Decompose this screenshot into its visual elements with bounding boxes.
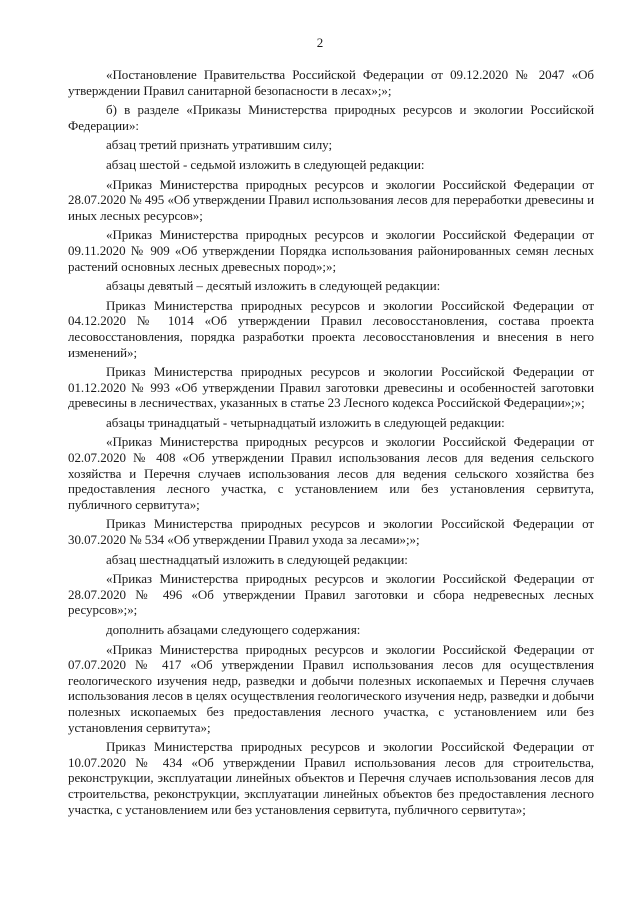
paragraph-9: Приказ Министерства природных ресурсов и экологии Российской Федерации от 01.12.2020 № 993 «Об утверждении Правил заготовки древесины и особенностей заготовки древесины в лесничествах, указанных в статье 23 Лесного кодекса Российской Федерации»;»; xyxy=(68,364,594,411)
page-number: 2 xyxy=(316,35,324,50)
paragraph-12: Приказ Министерства природных ресурсов и экологии Российской Федерации от 30.07.2020 № 534 «Об утверждении Правил ухода за лесами»;»; xyxy=(68,516,594,548)
paragraph-5: «Приказ Министерства природных ресурсов и экологии Российской Федерации от 28.07.2020 № 495 «Об утверждении Правил использования лесов для переработки древесины и иных лесных ресурсов»; xyxy=(68,176,594,223)
paragraph-1: «Постановление Правительства Российской Федерации от 09.12.2020 № 2047 «Об утверждении Правил санитарной безопасности в лесах»;»; xyxy=(68,67,594,98)
paragraph-3: абзац третий признать утратившим силу; xyxy=(106,137,333,153)
paragraph-11: «Приказ Министерства природных ресурсов и экологии Российской Федерации от 02.07.2020 № 408 «Об утверждении Правил использования лесов для ведения сельского хозяйства и Перечня случаев использования лесов для ведения сельского хозяйства без предоставления лесного участка, с установлением или без установления сервитута, публичного сервитута»; xyxy=(68,434,594,512)
paragraph-10: абзацы тринадцатый - четырнадцатый изложить в следующей редакции: xyxy=(106,414,505,430)
paragraph-13: абзац шестнадцатый изложить в следующей редакции: xyxy=(106,551,408,567)
paragraph-8: Приказ Министерства природных ресурсов и экологии Российской Федерации от 04.12.2020 № 1014 «Об утверждении Правил лесовосстановления, состава проекта лесовосстановления, порядка разработки проекта лесовосстановления и внесения в него изменений»; xyxy=(68,297,594,360)
paragraph-16: «Приказ Министерства природных ресурсов и экологии Российской Федерации от 07.07.2020 № 417 «Об утверждении Правил использования лесов для осуществления геологического изучения недр, разведки и добычи полезных ископаемых и Перечня случаев использования лесов в целях осуществления геологического изучения недр, разведки и добычи полезных ископаемых без предоставления лесного участка, с установлением или без установления сервитута»; xyxy=(68,641,594,735)
paragraph-6: «Приказ Министерства природных ресурсов и экологии Российской Федерации от 09.11.2020 № 909 «Об утверждении Порядка использования районированных семян лесных растений основных лесных древесных пород»;»; xyxy=(68,227,594,274)
paragraph-15: дополнить абзацами следующего содержания: xyxy=(106,622,361,637)
paragraph-14: «Приказ Министерства природных ресурсов и экологии Российской Федерации от 28.07.2020 № 496 «Об утверждении Правил заготовки и сбора недревесных лесных ресурсов»;»; xyxy=(68,571,594,618)
document-body xyxy=(68,67,594,821)
paragraph-4: абзац шестой - седьмой изложить в следующей редакции: xyxy=(106,156,425,172)
paragraph-7: абзацы девятый – десятый изложить в следующей редакции: xyxy=(106,278,441,294)
paragraph-17: Приказ Министерства природных ресурсов и экологии Российской Федерации от 10.07.2020 № 434 «Об утверждении Правил использования лесов для строительства, реконструкции, эксплуатации линейных объектов и Перечня случаев использования лесов для строительства, реконструкции, эксплуатации линейных объектов без предоставления лесного участка, с установлением или без установления сервитута, публичного сервитута»; xyxy=(68,739,594,817)
paragraph-2: б) в разделе «Приказы Министерства природных ресурсов и экологии Российской Федерации»: xyxy=(68,102,594,133)
